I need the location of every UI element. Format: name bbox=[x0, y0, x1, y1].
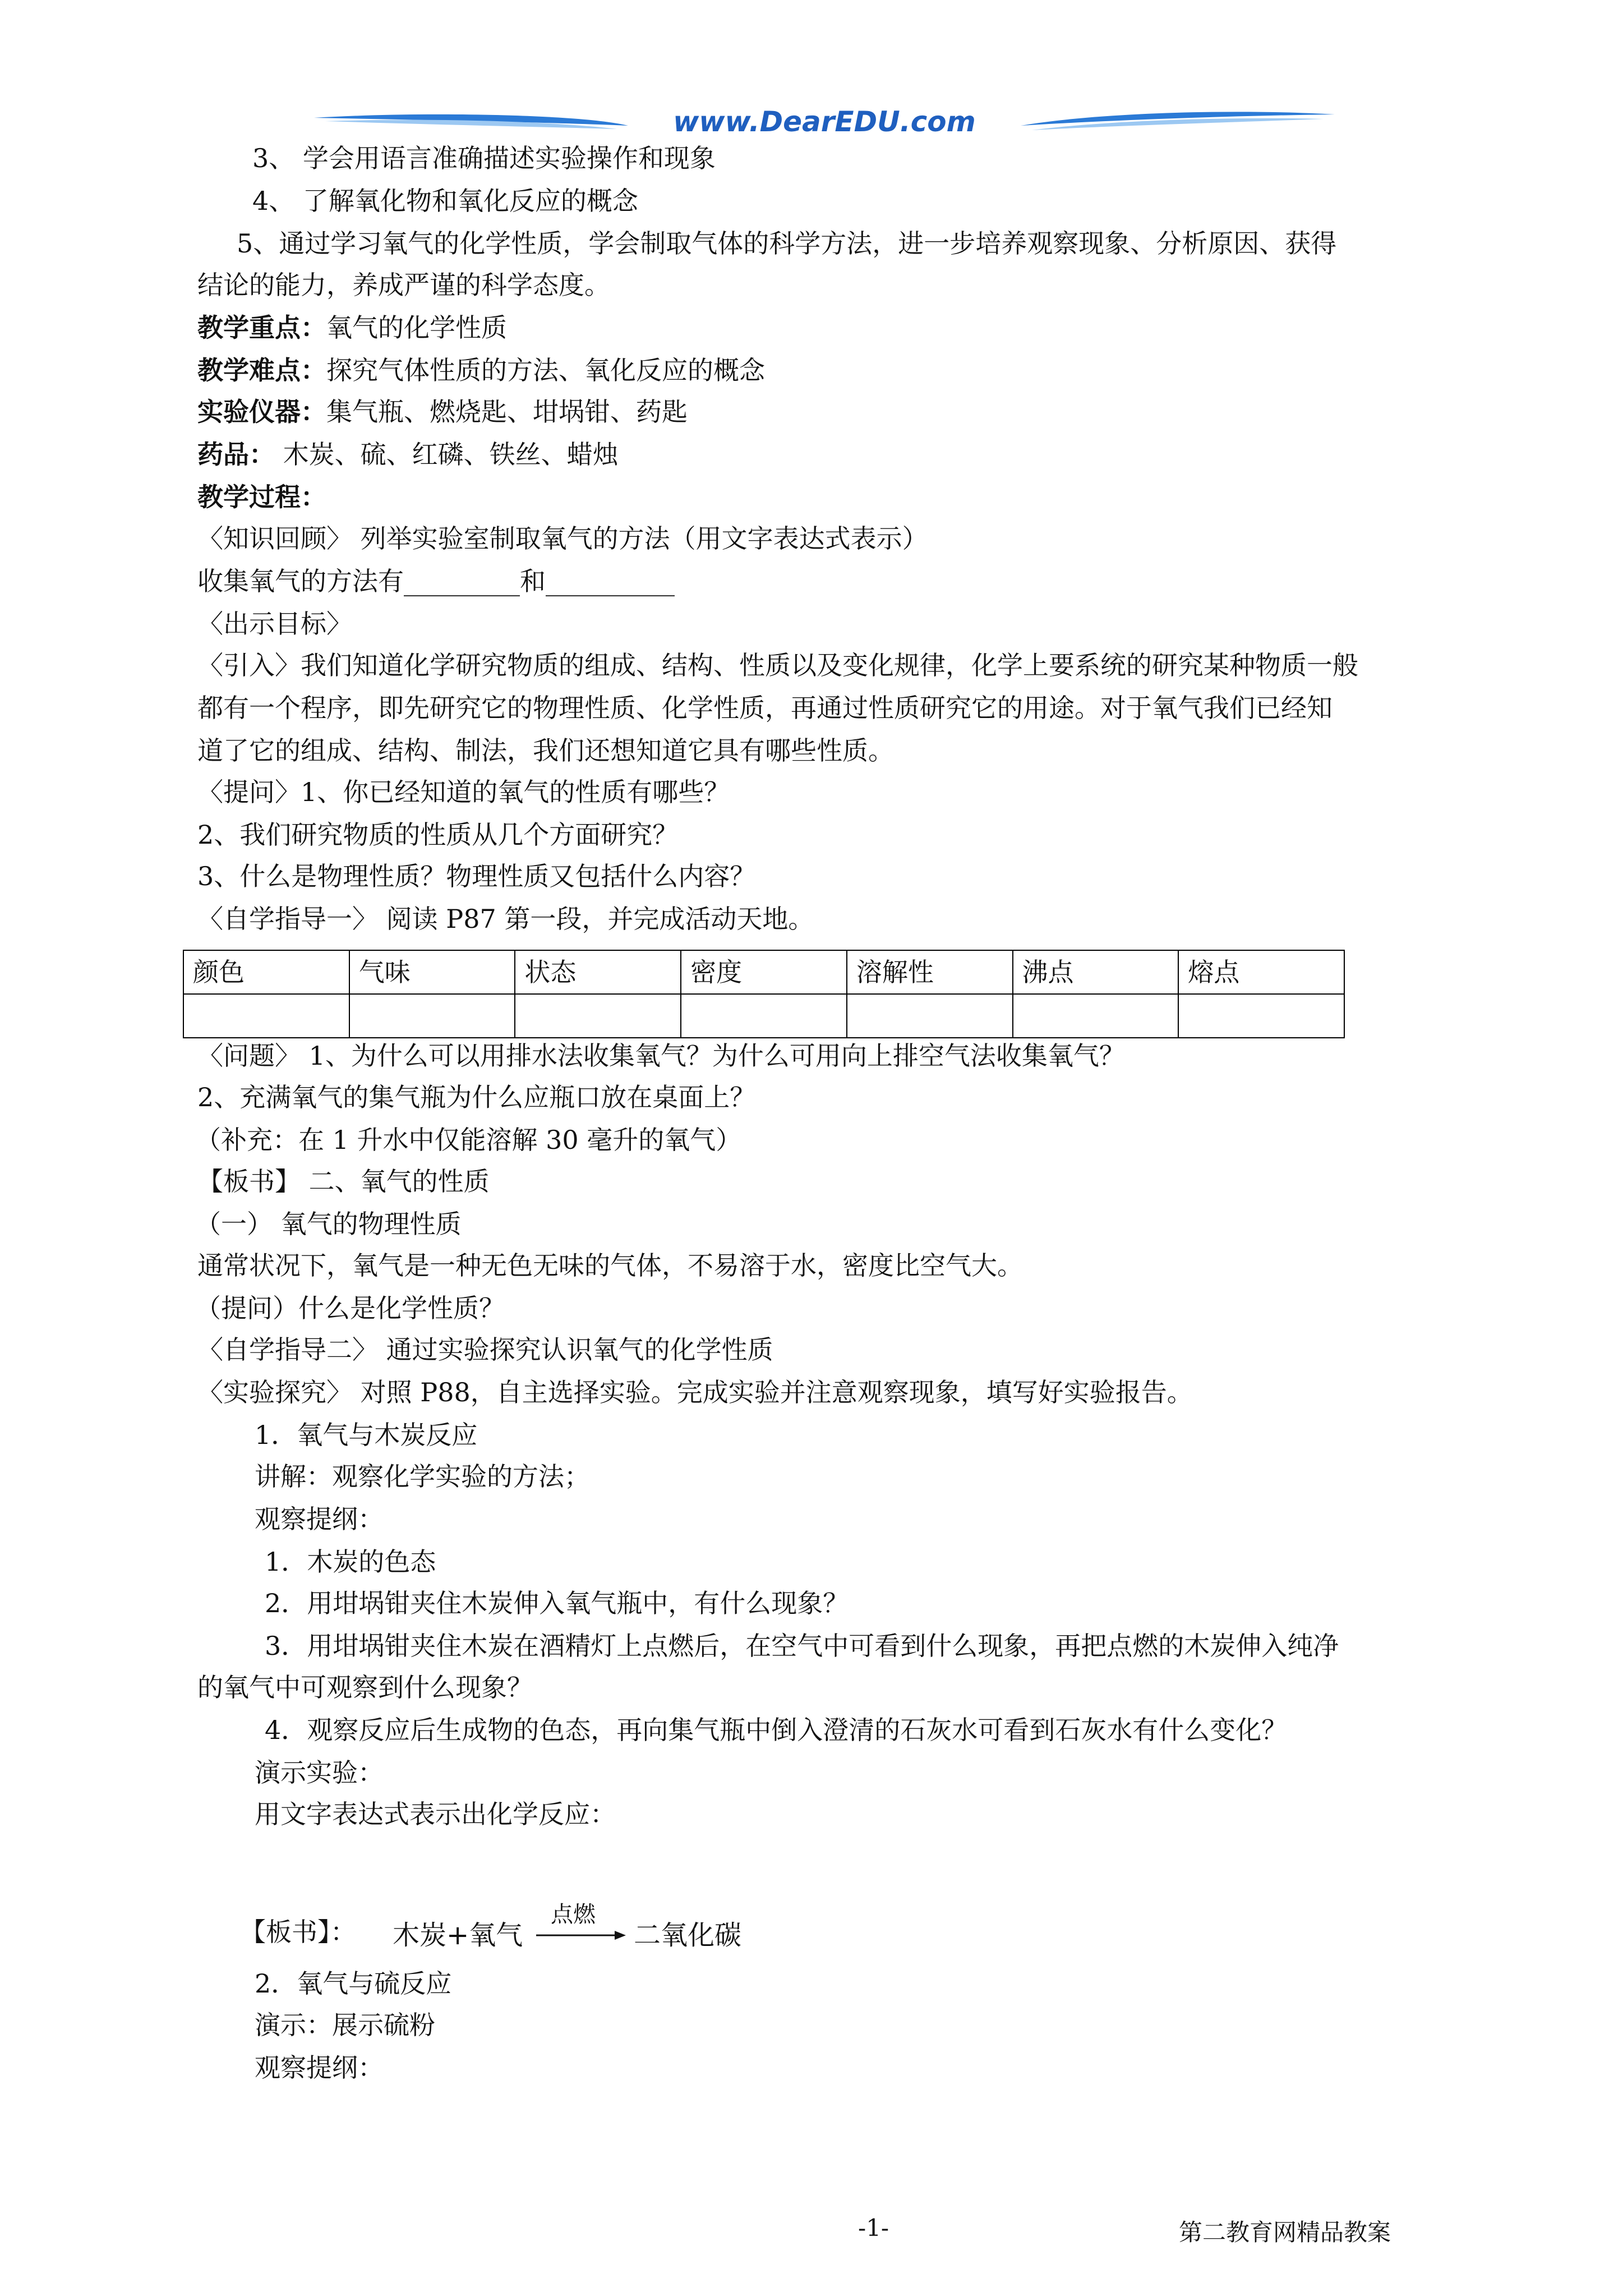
collection-methods-blank: 收集氧气的方法有_________和__________ bbox=[197, 566, 675, 596]
chemicals-text: 木炭、硫、红磷、铁丝、蜡烛 bbox=[275, 439, 619, 470]
board-heading-properties: 【板书】 二、氧气的性质 bbox=[197, 1166, 490, 1197]
site-header-logo bbox=[314, 101, 1335, 140]
question-1: 〈提问〉1、你已经知道的氧气的性质有哪些？ bbox=[197, 777, 730, 807]
table-header-row bbox=[183, 950, 1344, 994]
question-2: 2、我们研究物质的性质从几个方面研究？ bbox=[197, 820, 679, 850]
observation-outline-1: 观察提纲： bbox=[255, 1504, 384, 1534]
equation-product: 二氧化碳 bbox=[634, 1920, 742, 1951]
observation-item-1: 1．木炭的色态 bbox=[265, 1547, 436, 1577]
question-3: 3、什么是物理性质？物理性质又包括什么内容？ bbox=[197, 861, 756, 891]
problem-1: 〈问题〉 1、为什么可以用排水法收集氧气？为什么可用向上排空气法收集氧气？ bbox=[197, 1041, 1125, 1071]
table-header-cell: 气味 bbox=[349, 950, 515, 994]
observation-item-2: 2．用坩埚钳夹住木炭伸入氧气瓶中，有什么现象？ bbox=[265, 1588, 849, 1618]
table-cell bbox=[1013, 994, 1179, 1038]
footer-text: 第二教育网精品教案 bbox=[1179, 2219, 1391, 2246]
teaching-process-heading: 教学过程： bbox=[197, 482, 326, 512]
show-objectives: 〈出示目标〉 bbox=[197, 609, 352, 639]
teaching-difficulty-text: 探究气体性质的方法、氧化反应的概念 bbox=[326, 355, 765, 385]
objective-3: 3、 学会用语言准确描述实验操作和现象 bbox=[252, 143, 716, 173]
site-name: www.DearEDU.com bbox=[673, 105, 976, 138]
physical-properties-text: 通常状况下，氧气是一种无色无味的气体，不易溶于水，密度比空气大。 bbox=[197, 1250, 1023, 1281]
self-study-guide-2: 〈自学指导二〉 通过实验探究认识氧气的化学性质 bbox=[197, 1335, 773, 1365]
word-equation-prompt: 用文字表达式表示出化学反应： bbox=[255, 1799, 616, 1829]
table-header-cell: 密度 bbox=[681, 950, 847, 994]
demo-experiment-label: 演示实验： bbox=[255, 1757, 384, 1788]
page-number: -1- bbox=[858, 2214, 889, 2242]
experiment-inquiry: 〈实验探究〉 对照 P88，自主选择实验。完成实验并注意观察现象，填写好实验报告。 bbox=[197, 1377, 1193, 1407]
board-label: 【板书】： bbox=[240, 1917, 356, 1947]
equation-condition: 点燃 bbox=[551, 1902, 596, 1927]
self-study-guide-1: 〈自学指导一〉 阅读 P87 第一段，并完成活动天地。 bbox=[197, 904, 814, 934]
table-header-cell: 熔点 bbox=[1178, 950, 1344, 994]
observation-item-3: 3．用坩埚钳夹住木炭在酒精灯上点燃后，在空气中可看到什么现象，再把点燃的木炭伸入纯净 bbox=[265, 1631, 1339, 1661]
reaction-equation bbox=[393, 1902, 774, 1952]
physical-properties-heading: （一） 氧气的物理性质 bbox=[195, 1209, 462, 1239]
intro-2: 都有一个程序，即先研究它的物理性质、化学性质，再通过性质研究它的用途。对于氧气我们已经知 bbox=[197, 693, 1332, 723]
reaction-sulfur-heading: 2．氧气与硫反应 bbox=[255, 1968, 452, 1999]
demo-sulfur-powder: 演示：展示硫粉 bbox=[255, 2010, 435, 2040]
reaction-charcoal-heading: 1．氧气与木炭反应 bbox=[255, 1420, 478, 1450]
table-cell bbox=[183, 994, 349, 1038]
table-cell bbox=[1178, 994, 1344, 1038]
lab-equipment-text: 集气瓶、燃烧匙、坩埚钳、药匙 bbox=[326, 397, 688, 427]
teaching-focus-text: 氧气的化学性质 bbox=[326, 312, 507, 343]
reaction-arrow-head bbox=[615, 1931, 626, 1940]
supplement-note: （补充：在 1 升水中仅能溶解 30 毫升的氧气） bbox=[195, 1125, 742, 1155]
teaching-focus-label: 教学重点： bbox=[197, 312, 326, 343]
teaching-focus bbox=[197, 311, 507, 344]
table-header-cell: 沸点 bbox=[1013, 950, 1179, 994]
explanation-line: 讲解：观察化学实验的方法； bbox=[255, 1461, 590, 1492]
intro-1: 〈引入〉我们知道化学研究物质的组成、结构、性质以及变化规律，化学上要系统的研究某种物质一般 bbox=[197, 650, 1358, 680]
table-cell bbox=[847, 994, 1013, 1038]
table-cell bbox=[515, 994, 681, 1038]
objective-5: 5、通过学习氧气的化学性质，学会制取气体的科学方法，进一步培养观察现象、分析原因、获得 bbox=[237, 228, 1337, 259]
chemical-property-question: （提问）什么是化学性质？ bbox=[195, 1293, 505, 1323]
table-header-cell: 状态 bbox=[515, 950, 681, 994]
problem-2: 2、充满氧气的集气瓶为什么应瓶口放在桌面上？ bbox=[197, 1082, 756, 1112]
objective-4: 4、 了解氧化物和氧化反应的概念 bbox=[252, 186, 638, 216]
objective-5-cont: 结论的能力，养成严谨的科学态度。 bbox=[197, 270, 610, 300]
chemicals-label: 药品： bbox=[197, 439, 275, 470]
table-row bbox=[183, 994, 1344, 1038]
chemicals bbox=[197, 438, 619, 471]
physical-properties-table bbox=[183, 950, 1345, 1038]
observation-item-4: 4．观察反应后生成物的色态，再向集气瓶中倒入澄清的石灰水可看到石灰水有什么变化？ bbox=[265, 1715, 1288, 1745]
table-cell bbox=[681, 994, 847, 1038]
table-header-cell: 溶解性 bbox=[847, 950, 1013, 994]
observation-item-3-cont: 的氧气中可观察到什么现象？ bbox=[197, 1672, 533, 1703]
lab-equipment bbox=[197, 395, 688, 429]
equation-reactants: 木炭+氧气 bbox=[393, 1920, 523, 1951]
observation-outline-2: 观察提纲： bbox=[255, 2053, 384, 2083]
intro-3: 道了它的组成、结构、制法，我们还想知道它具有哪些性质。 bbox=[197, 735, 894, 766]
table-header-cell: 颜色 bbox=[183, 950, 349, 994]
teaching-difficulty-label: 教学难点： bbox=[197, 355, 326, 385]
teaching-difficulty bbox=[197, 353, 765, 387]
lab-equipment-label: 实验仪器： bbox=[197, 397, 326, 427]
knowledge-review: 〈知识回顾〉 列举实验室制取氧气的方法（用文字表达式表示） bbox=[197, 523, 928, 554]
table-cell bbox=[349, 994, 515, 1038]
